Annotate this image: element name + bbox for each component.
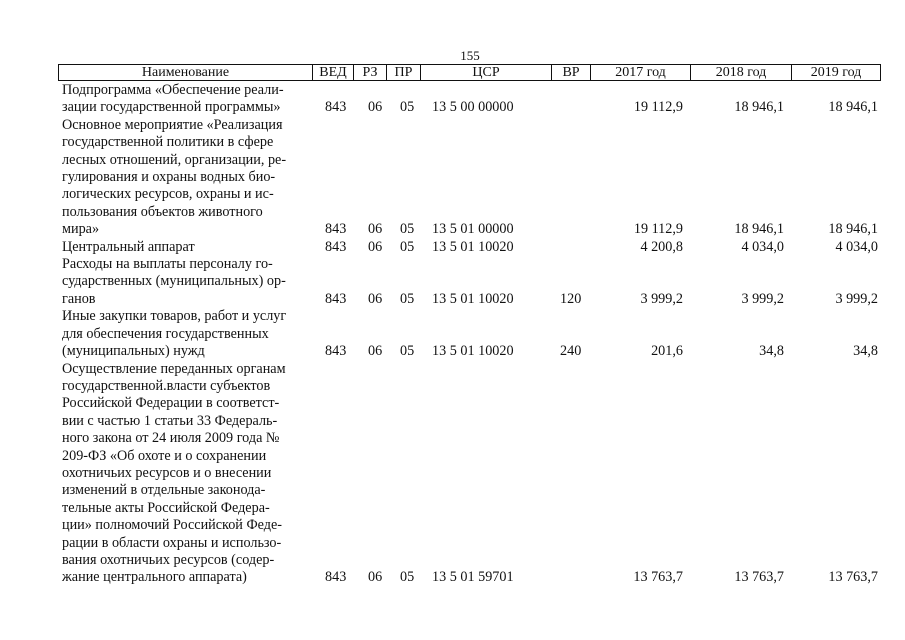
row-2018: 18 946,1 <box>734 99 784 116</box>
row-2017: 201,6 <box>651 343 683 360</box>
header-csr: ЦСР <box>472 65 500 80</box>
row-2018: 3 999,2 <box>741 290 784 307</box>
row-vr: 120 <box>560 290 582 307</box>
budget-table-body <box>0 82 905 587</box>
row-pr: 05 <box>400 343 415 360</box>
row-2018: 13 763,7 <box>734 569 784 586</box>
row-csr: 13 5 01 00000 <box>432 221 514 238</box>
row-2018: 4 034,0 <box>741 238 784 255</box>
header-name: Наименование <box>141 65 230 80</box>
table-row <box>0 239 905 256</box>
table-row <box>0 361 905 587</box>
row-csr: 13 5 01 10020 <box>432 343 514 360</box>
row-2017: 19 112,9 <box>633 221 683 238</box>
row-2018: 34,8 <box>759 343 784 360</box>
row-ved: 843 <box>325 569 347 586</box>
header-rz: РЗ <box>362 65 378 80</box>
row-csr: 13 5 01 10020 <box>432 238 514 255</box>
row-name: Расходы на выплаты персоналу го- сударственных (муниципальных) ор- ганов <box>62 256 286 307</box>
row-name: Центральный аппарат <box>62 238 195 255</box>
row-rz: 06 <box>368 238 383 255</box>
header-pr: ПР <box>394 65 413 80</box>
page-number: 155 <box>460 48 480 63</box>
row-2019: 18 946,1 <box>828 221 878 238</box>
row-ved: 843 <box>325 99 347 116</box>
row-ved: 843 <box>325 290 347 307</box>
row-2019: 18 946,1 <box>828 99 878 116</box>
row-pr: 05 <box>400 238 415 255</box>
row-name: Основное мероприятие «Реализация государственной политики в сфере лесных отношений, организации, ре- гулирования и охраны водных био- логических ресурсов, охраны и ис- пользования объектов животного мира» <box>62 116 287 238</box>
header-ved: ВЕД <box>319 65 347 80</box>
table-row <box>0 82 905 117</box>
row-2019: 4 034,0 <box>835 238 878 255</box>
row-vr: 240 <box>560 343 582 360</box>
row-ved: 843 <box>325 221 347 238</box>
row-2019: 3 999,2 <box>835 290 878 307</box>
row-2019: 34,8 <box>853 343 878 360</box>
row-pr: 05 <box>400 569 415 586</box>
table-header <box>58 64 881 81</box>
row-name: Подпрограмма «Обеспечение реали- зации государственной программы» <box>62 82 284 116</box>
row-pr: 05 <box>400 221 415 238</box>
row-2018: 18 946,1 <box>734 221 784 238</box>
table-row <box>0 308 905 360</box>
row-pr: 05 <box>400 99 415 116</box>
row-2019: 13 763,7 <box>828 569 878 586</box>
row-ved: 843 <box>325 343 347 360</box>
row-rz: 06 <box>368 99 383 116</box>
header-2019: 2019 год <box>810 65 862 80</box>
row-csr: 13 5 01 10020 <box>432 290 514 307</box>
row-2017: 19 112,9 <box>633 99 683 116</box>
row-2017: 4 200,8 <box>640 238 683 255</box>
row-ved: 843 <box>325 238 347 255</box>
row-rz: 06 <box>368 569 383 586</box>
row-2017: 3 999,2 <box>640 290 683 307</box>
row-2017: 13 763,7 <box>633 569 683 586</box>
row-csr: 13 5 00 00000 <box>432 99 514 116</box>
row-name: Осуществление переданных органам государственной.власти субъектов Российской Федерации в соответст- вии с частью 1 статьи 33 Федераль- ного закона от 24 июля 2009 года № 209-ФЗ «Об охоте и о сохранении охотничьих ресурсов и о внесении изменений в отдельные законода- тельные акты Российской Федера- ции» полномочий Российской Феде- рации в области охраны и использо- вания охотничьих ресурсов (содер- жание центрального аппарата) <box>62 360 286 586</box>
header-2018: 2018 год <box>715 65 767 80</box>
table-row <box>0 117 905 239</box>
row-name: Иные закупки товаров, работ и услуг для обеспечения государственных (муниципальных) нужд <box>62 308 287 360</box>
row-rz: 06 <box>368 290 383 307</box>
row-rz: 06 <box>368 343 383 360</box>
header-vr: ВР <box>562 65 580 80</box>
row-csr: 13 5 01 59701 <box>432 569 514 586</box>
row-rz: 06 <box>368 221 383 238</box>
row-pr: 05 <box>400 290 415 307</box>
table-row <box>0 256 905 308</box>
header-2017: 2017 год <box>615 65 666 80</box>
